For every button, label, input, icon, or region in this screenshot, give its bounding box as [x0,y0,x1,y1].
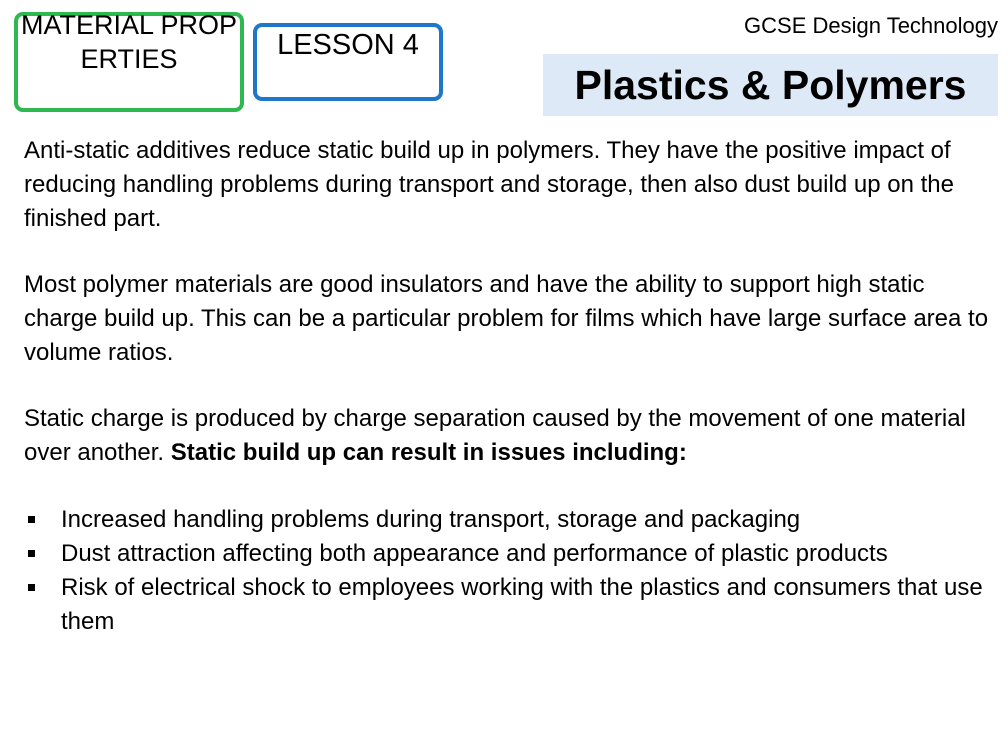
material-properties-label: MATERIAL PROPERTIES [20,10,238,74]
issues-list [24,503,994,639]
paragraph-static-charge [24,402,994,470]
list-item-text: Increased handling problems during transport, storage and packaging [61,506,801,533]
list-item [24,571,994,639]
paragraph-static-charge-bold: Static build up can result in issues including: [170,439,687,466]
paragraph-static-charge-text: Static charge is produced by charge separation caused by the movement of one material over another. [24,405,966,466]
square-bullet-icon [28,516,35,523]
title-band [543,54,998,116]
square-bullet-icon [28,550,35,557]
list-item-text: Risk of electrical shock to employees working with the plastics and consumers that use them [61,574,983,635]
list-item [24,537,994,571]
square-bullet-icon [28,584,35,591]
list-item [24,503,994,537]
paragraph-insulators: Most polymer materials are good insulators and have the ability to support high static charge build up. This can be a particular problem for films which have large surface area to volume ratios. [24,271,989,366]
list-item-text: Dust attraction affecting both appearance and performance of plastic products [61,540,888,567]
lesson-label: LESSON 4 [277,29,419,61]
material-properties-box [14,12,244,112]
paragraph-anti-static: Anti-static additives reduce static build up in polymers. They have the positive impact of reducing handling problems during transport and storage, then also dust build up on the finished part. [24,137,954,232]
lesson-box [253,23,443,101]
subject-heading: GCSE Design Technology [744,13,998,38]
page-title: Plastics & Polymers [574,62,967,108]
